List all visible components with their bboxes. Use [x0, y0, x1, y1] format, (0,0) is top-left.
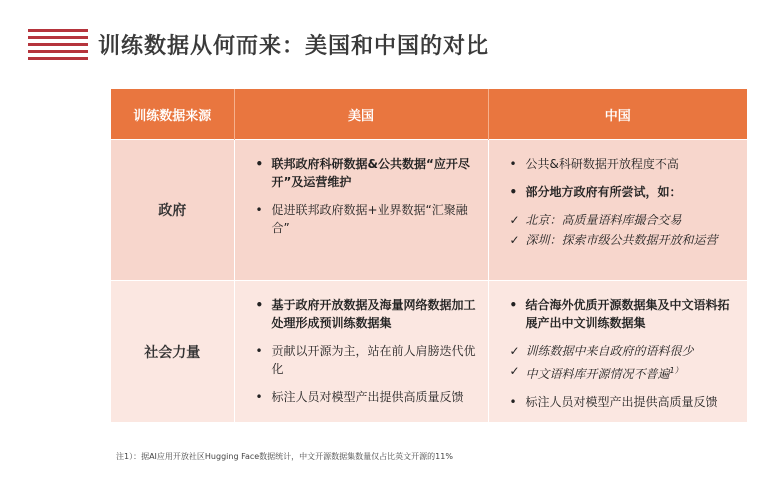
list-item: • 标注人员对模型产出提供高质量反馈	[255, 390, 464, 404]
page-title: 训练数据从何而来：美国和中国的对比	[98, 34, 490, 59]
list-item: ✓ 北京：高质量语料库撮合交易	[509, 213, 682, 227]
list-item: • 联邦政府科研数据&公共数据“应开尽开”及运营维护	[255, 157, 470, 189]
list-item: • 部分地方政府有所尝试，如：	[509, 185, 682, 199]
header-cn: 中国	[488, 89, 747, 140]
logo-stripes	[28, 29, 88, 61]
row-label-social: 社会力量	[111, 281, 234, 423]
list-item: ✓ 深圳：探索市级公共数据开放和运营	[509, 233, 718, 247]
cell-cn-government	[488, 140, 747, 281]
cell-cn-social	[488, 281, 747, 423]
row-label-government: 政府	[111, 140, 234, 281]
list-item: • 基于政府开放数据及海量网络数据加工处理形成预训练数据集	[255, 298, 476, 330]
cell-us-government	[234, 140, 488, 281]
table-row-government	[111, 140, 747, 281]
list-item: ✓ 训练数据中来自政府的语料很少	[509, 344, 694, 358]
comparison-table	[111, 89, 747, 422]
list-item: • 促进联邦政府数据+业界数据“汇聚融合”	[255, 203, 468, 235]
table-row-social	[111, 281, 747, 423]
list-item: • 贡献以开源为主，站在前人肩膀迭代优化	[255, 344, 476, 376]
footnote: 注1）：据AI应用开放社区Hugging Face数据统计，中文开源数据集数量仅占比英文开源的11%	[116, 452, 453, 461]
header-source: 训练数据来源	[111, 89, 234, 140]
list-item: • 结合海外优质开源数据集及中文语料拓展产出中文训练数据集	[509, 298, 730, 330]
list-item: • 标注人员对模型产出提供高质量反馈	[509, 395, 718, 409]
header-us: 美国	[234, 89, 488, 140]
list-item: ✓ 中文语料库开源情况不普遍$^{1)}$	[509, 364, 683, 381]
cell-us-social	[234, 281, 488, 423]
table-header-row	[111, 89, 747, 140]
list-item: • 公共&科研数据开放程度不高	[509, 157, 679, 171]
